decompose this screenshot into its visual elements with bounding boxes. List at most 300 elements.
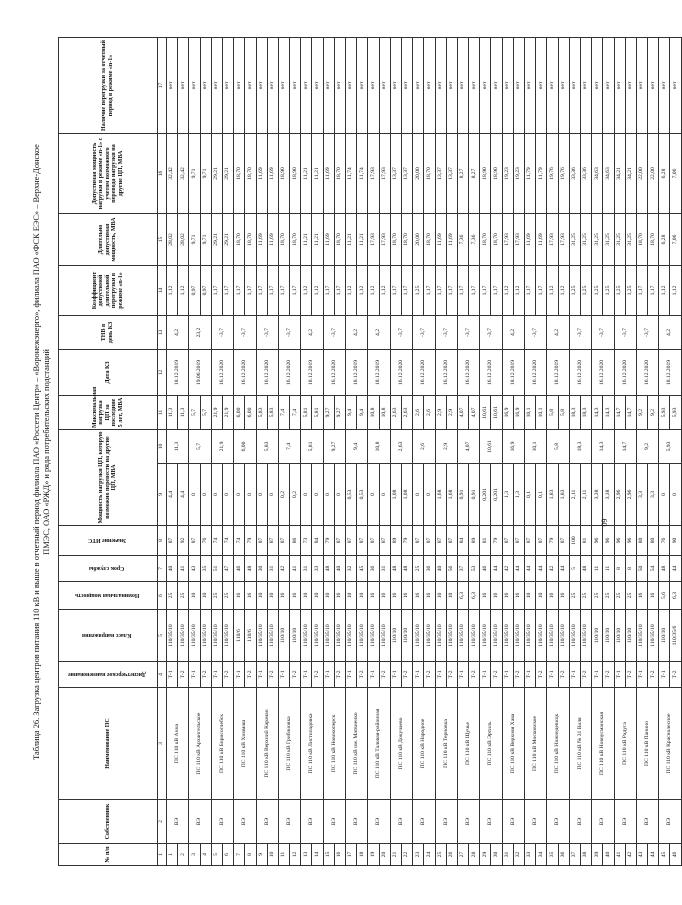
table-row xyxy=(368,38,379,866)
kz-date-cell: 16.12.2020 xyxy=(390,350,412,396)
table-row xyxy=(189,38,200,866)
overload-coef-cell: 1,25 xyxy=(614,266,625,316)
its-cell: 87 xyxy=(536,526,547,556)
allowed-transfer-power-cell: 22,00 xyxy=(648,134,659,214)
max-load-cell: 5,93 xyxy=(659,396,670,430)
nominal-power-cell: 25 xyxy=(592,582,603,610)
substation-name: ПС 110 кВ Таловая-районная xyxy=(368,688,390,800)
allowed-power-cell: 18,70 xyxy=(648,214,659,266)
its-cell: 89 xyxy=(469,526,480,556)
its-cell: 74 xyxy=(222,526,233,556)
allowed-power-cell: 11,69 xyxy=(267,214,278,266)
overload-flag-cell: нет xyxy=(636,38,647,134)
its-cell: 87 xyxy=(379,526,390,556)
max-load-cell: 11,3 xyxy=(167,396,178,430)
allowed-power-cell: 11,69 xyxy=(435,214,446,266)
table-row xyxy=(234,38,245,866)
nominal-power-cell: 25 xyxy=(569,582,580,610)
voltage-cell: 110/35/10 xyxy=(413,610,424,662)
nominal-power-cell: 16 xyxy=(390,582,401,610)
allowed-power-cell: 11,21 xyxy=(357,214,368,266)
overload-flag-cell: нет xyxy=(334,38,345,134)
allowed-power-cell: 18,70 xyxy=(491,214,502,266)
table-row xyxy=(457,38,468,866)
allowed-power-cell: 20,00 xyxy=(413,214,424,266)
service-life-cell: 42 xyxy=(502,556,513,582)
kz-date-cell: 18.12.2019 xyxy=(346,350,368,396)
overload-coef-cell: 1,12 xyxy=(547,266,558,316)
max-load-cp-cell: 10,1 xyxy=(525,430,547,464)
row-number: 44 xyxy=(648,844,659,866)
max-load-cell: 10,1 xyxy=(525,396,536,430)
row-number: 27 xyxy=(457,844,468,866)
substation-name: ПС 110 кВ им. Матвиенко xyxy=(346,688,368,800)
allowed-power-cell: 29,21 xyxy=(211,214,222,266)
allowed-power-cell: 11,69 xyxy=(536,214,547,266)
kz-date-cell: 16.12.2020 xyxy=(413,350,435,396)
owner-cell: ВЭ xyxy=(167,800,189,844)
max-load-cell: 18,3 xyxy=(580,396,591,430)
allowed-transfer-power-cell: 18,70 xyxy=(234,134,245,214)
column-number: 17 xyxy=(158,38,167,134)
overload-coef-cell: 1,17 xyxy=(278,266,289,316)
nominal-power-cell: 16 xyxy=(401,582,412,610)
nominal-power-cell: 6,3 xyxy=(457,582,468,610)
overload-coef-cell: 1,17 xyxy=(491,266,502,316)
nominal-power-cell: 5,6 xyxy=(659,582,670,610)
nominal-power-cell: 10 xyxy=(446,582,457,610)
overload-coef-cell: 0,97 xyxy=(189,266,200,316)
service-life-cell: 32 xyxy=(346,556,357,582)
tnv-cell: -3,7 xyxy=(636,316,658,350)
nominal-power-cell: 10 xyxy=(312,582,323,610)
nominal-power-cell: 25 xyxy=(580,582,591,610)
substation-name: ПС 110 кВ Нижнедевицк xyxy=(547,688,569,800)
overload-coef-cell: 1,17 xyxy=(457,266,468,316)
allowed-power-cell: 11,21 xyxy=(346,214,357,266)
substation-name: ПС 110 кВ Радуга xyxy=(614,688,636,800)
allowed-transfer-power-cell: 11,69 xyxy=(267,134,278,214)
tnv-cell: 4,2 xyxy=(346,316,368,350)
allowed-power-cell: 7,06 xyxy=(670,214,681,266)
transfer-load-cell: 1,08 xyxy=(401,464,412,526)
disp-name-cell: Т-1 xyxy=(636,662,647,688)
service-life-cell: 48 xyxy=(659,556,670,582)
overload-coef-cell: 1,17 xyxy=(648,266,659,316)
allowed-power-cell: 28,02 xyxy=(178,214,189,266)
row-number: 18 xyxy=(357,844,368,866)
its-cell: 89 xyxy=(390,526,401,556)
disp-name-cell: Т-1 xyxy=(301,662,312,688)
max-load-cell: 5,8 xyxy=(547,396,558,430)
overload-coef-cell: 0,97 xyxy=(200,266,211,316)
disp-name-cell: Т-1 xyxy=(569,662,580,688)
allowed-transfer-power-cell: 32,42 xyxy=(167,134,178,214)
row-number: 30 xyxy=(491,844,502,866)
overload-coef-cell: 1,17 xyxy=(222,266,233,316)
voltage-cell: 110/35/10 xyxy=(323,610,334,662)
transfer-load-cell: 0,201 xyxy=(491,464,502,526)
header-num: № п/п xyxy=(59,844,158,866)
disp-name-cell: Т-2 xyxy=(290,662,301,688)
allowed-power-cell: 31,25 xyxy=(625,214,636,266)
disp-name-cell: Т-1 xyxy=(346,662,357,688)
overload-flag-cell: нет xyxy=(457,38,468,134)
nominal-power-cell: 10 xyxy=(200,582,211,610)
tnv-cell: 23,2 xyxy=(189,316,211,350)
overload-flag-cell: нет xyxy=(659,38,670,134)
owner-cell: ВЭ xyxy=(346,800,368,844)
substation-name: ПС 110 кВ Терновка xyxy=(435,688,457,800)
header-tnv: ТНВ в день КЗ xyxy=(59,316,158,350)
transfer-load-cell: 0 xyxy=(211,464,222,526)
allowed-transfer-power-cell: 19,23 xyxy=(513,134,524,214)
tnv-cell: -3,7 xyxy=(614,316,636,350)
transfer-load-cell: 0 xyxy=(245,464,256,526)
its-cell: 96 xyxy=(625,526,636,556)
nominal-power-cell: 16 xyxy=(491,582,502,610)
table-row xyxy=(614,38,625,866)
voltage-cell: 110/35/10 xyxy=(312,610,323,662)
voltage-cell: 110/10 xyxy=(614,610,625,662)
service-life-cell: 51 xyxy=(211,556,222,582)
max-load-cp-cell: 16,9 xyxy=(502,430,524,464)
allowed-transfer-power-cell: 34,21 xyxy=(625,134,636,214)
overload-coef-cell: 1,17 xyxy=(245,266,256,316)
service-life-cell: 44 xyxy=(558,556,569,582)
row-number: 32 xyxy=(513,844,524,866)
overload-flag-cell: нет xyxy=(256,38,267,134)
allowed-transfer-power-cell: 18,70 xyxy=(424,134,435,214)
transfer-load-cell: 1,83 xyxy=(558,464,569,526)
max-load-cell: 6,00 xyxy=(245,396,256,430)
row-number: 34 xyxy=(536,844,547,866)
kz-date-cell: 16.12.2020 xyxy=(457,350,479,396)
overload-coef-cell: 1,25 xyxy=(625,266,636,316)
transfer-load-cell: 3,3 xyxy=(648,464,659,526)
disp-name-cell: Т-1 xyxy=(323,662,334,688)
nominal-power-cell: 16 xyxy=(234,582,245,610)
service-life-cell: 30 xyxy=(256,556,267,582)
max-load-cp-cell: 14,3 xyxy=(592,430,614,464)
disp-name-cell: Т-2 xyxy=(267,662,278,688)
nominal-power-cell: 10 xyxy=(256,582,267,610)
overload-flag-cell: нет xyxy=(267,38,278,134)
allowed-power-cell: 11,21 xyxy=(301,214,312,266)
its-cell: 87 xyxy=(435,526,446,556)
service-life-cell: 48 xyxy=(390,556,401,582)
kz-date-cell: 16.12.2020 xyxy=(435,350,457,396)
disp-name-cell: Т-2 xyxy=(580,662,591,688)
column-number: 14 xyxy=(158,266,167,316)
voltage-cell: 110/35/10 xyxy=(256,610,267,662)
overload-flag-cell: нет xyxy=(189,38,200,134)
overload-flag-cell: нет xyxy=(178,38,189,134)
overload-coef-cell: 1,12 xyxy=(502,266,513,316)
max-load-cell: 7,4 xyxy=(278,396,289,430)
voltage-cell: 110/35/6 xyxy=(670,610,681,662)
overload-coef-cell: 1,25 xyxy=(413,266,424,316)
voltage-cell: 110/35/10 xyxy=(547,610,558,662)
its-cell: 87 xyxy=(267,526,278,556)
voltage-cell: 110/35/10 xyxy=(424,610,435,662)
transfer-load-cell: 0 xyxy=(234,464,245,526)
transfer-load-cell: 0,1 xyxy=(525,464,536,526)
voltage-cell: 110/35/10 xyxy=(346,610,357,662)
service-life-cell: 44 xyxy=(491,556,502,582)
column-number: 13 xyxy=(158,316,167,350)
tnv-cell: -3,7 xyxy=(278,316,300,350)
overload-flag-cell: нет xyxy=(323,38,334,134)
column-number: 9 xyxy=(158,464,167,526)
disp-name-cell: Т-2 xyxy=(178,662,189,688)
transfer-load-cell: 3,3 xyxy=(636,464,647,526)
owner-cell: ВЭ xyxy=(234,800,256,844)
transfer-load-cell: 0 xyxy=(301,464,312,526)
table-row xyxy=(547,38,558,866)
kz-date-cell: 16.12.2020 xyxy=(569,350,591,396)
overload-flag-cell: нет xyxy=(469,38,480,134)
overload-coef-cell: 1,17 xyxy=(424,266,435,316)
transfer-load-cell: 1,08 xyxy=(390,464,401,526)
max-load-cell: 5,7 xyxy=(189,396,200,430)
service-life-cell: 46 xyxy=(480,556,491,582)
overload-flag-cell: нет xyxy=(390,38,401,134)
kz-date-cell: 18.12.2019 xyxy=(301,350,323,396)
transfer-load-cell: 0,1 xyxy=(536,464,547,526)
max-load-cell: 14,3 xyxy=(603,396,614,430)
its-cell: 87 xyxy=(413,526,424,556)
table-row xyxy=(413,38,424,866)
its-cell: 84 xyxy=(312,526,323,556)
overload-coef-cell: 1,12 xyxy=(167,266,178,316)
its-cell: 96 xyxy=(614,526,625,556)
max-load-cell: 21,9 xyxy=(222,396,233,430)
allowed-transfer-power-cell: 8,27 xyxy=(469,134,480,214)
disp-name-cell: Т-1 xyxy=(480,662,491,688)
table-row xyxy=(167,38,178,866)
voltage-cell: 110/10 xyxy=(603,610,614,662)
kz-date-cell: 18.12.2019 xyxy=(502,350,524,396)
disp-name-cell: Т-1 xyxy=(256,662,267,688)
nominal-power-cell: 6,3 xyxy=(670,582,681,610)
transfer-load-cell: 0 xyxy=(424,464,435,526)
tnv-cell: -3,7 xyxy=(323,316,345,350)
max-load-cp-cell: 11,3 xyxy=(167,430,189,464)
max-load-cp-cell: 7,4 xyxy=(278,430,300,464)
disp-name-cell: Т-2 xyxy=(469,662,480,688)
transfer-load-cell: 0,53 xyxy=(346,464,357,526)
overload-coef-cell: 1,17 xyxy=(323,266,334,316)
overload-flag-cell: нет xyxy=(312,38,323,134)
owner-cell: ВЭ xyxy=(390,800,412,844)
overload-flag-cell: нет xyxy=(290,38,301,134)
allowed-power-cell: 7,36 xyxy=(457,214,468,266)
its-cell: 76 xyxy=(659,526,670,556)
overload-coef-cell: 1,12 xyxy=(670,266,681,316)
transfer-load-cell: 0 xyxy=(334,464,345,526)
allowed-transfer-power-cell: 17,93 xyxy=(379,134,390,214)
allowed-transfer-power-cell: 13,37 xyxy=(435,134,446,214)
transfer-load-cell: 1,68 xyxy=(435,464,446,526)
owner-cell: ВЭ xyxy=(368,800,390,844)
row-number: 1 xyxy=(167,844,178,866)
overload-coef-cell: 1,17 xyxy=(536,266,547,316)
voltage-cell: 110/35/10 xyxy=(267,610,278,662)
kz-date-cell: 16.12.2020 xyxy=(525,350,547,396)
tnv-cell: -3,7 xyxy=(413,316,435,350)
voltage-cell: 110/35/10 xyxy=(648,610,659,662)
service-life-cell: 50 xyxy=(636,556,647,582)
substation-name: ПС 110 кВ Борисоглебск xyxy=(211,688,233,800)
allowed-transfer-power-cell: 33,36 xyxy=(580,134,591,214)
owner-cell: ВЭ xyxy=(547,800,569,844)
service-life-cell: 11 xyxy=(603,556,614,582)
max-load-cell: 5,83 xyxy=(256,396,267,430)
tnv-cell: -3,7 xyxy=(480,316,502,350)
overload-coef-cell: 1,17 xyxy=(334,266,345,316)
max-load-cell: 4,07 xyxy=(469,396,480,430)
nominal-power-cell: 16 xyxy=(648,582,659,610)
table-row xyxy=(525,38,536,866)
allowed-transfer-power-cell: 11,21 xyxy=(301,134,312,214)
column-number: 5 xyxy=(158,610,167,662)
row-number: 35 xyxy=(547,844,558,866)
voltage-cell: 110/10 xyxy=(659,610,670,662)
allowed-transfer-power-cell: 13,37 xyxy=(390,134,401,214)
allowed-power-cell: 11,69 xyxy=(323,214,334,266)
kz-date-cell: 16.12.2020 xyxy=(234,350,256,396)
service-life-cell: 31 xyxy=(379,556,390,582)
nominal-power-cell: 10 xyxy=(323,582,334,610)
allowed-power-cell: 31,25 xyxy=(614,214,625,266)
allowed-transfer-power-cell: 29,21 xyxy=(211,134,222,214)
voltage-cell: 110/35/10 xyxy=(435,610,446,662)
row-number: 15 xyxy=(323,844,334,866)
max-load-cell: 14,7 xyxy=(625,396,636,430)
owner-cell: ВЭ xyxy=(636,800,658,844)
kz-date-cell: 16.12.2020 xyxy=(323,350,345,396)
transfer-load-cell: 0 xyxy=(222,464,233,526)
max-load-cell: 10,8 xyxy=(368,396,379,430)
its-cell: 74 xyxy=(234,526,245,556)
service-life-cell: 25 xyxy=(413,556,424,582)
disp-name-cell: Т-2 xyxy=(357,662,368,688)
disp-name-cell: Т-1 xyxy=(659,662,670,688)
allowed-power-cell: 11,69 xyxy=(256,214,267,266)
allowed-power-cell: 11,69 xyxy=(525,214,536,266)
nominal-power-cell: 25 xyxy=(211,582,222,610)
table-row xyxy=(435,38,446,866)
substation-name: ПС 110 кВ Анна xyxy=(167,688,189,800)
kz-date-cell: 16.12.2020 xyxy=(278,350,300,396)
overload-coef-cell: 1,17 xyxy=(211,266,222,316)
max-load-cp-cell: 9,2 xyxy=(636,430,658,464)
nominal-power-cell: 16 xyxy=(379,582,390,610)
transfer-load-cell: 4,4 xyxy=(167,464,178,526)
owner-cell: ВЭ xyxy=(256,800,278,844)
table-title xyxy=(32,32,54,872)
disp-name-cell: Т-1 xyxy=(211,662,222,688)
voltage-cell: 110/6 xyxy=(234,610,245,662)
service-life-cell: 42 xyxy=(547,556,558,582)
overload-coef-cell: 1,12 xyxy=(368,266,379,316)
allowed-power-cell: 7,36 xyxy=(469,214,480,266)
its-cell: 79 xyxy=(323,526,334,556)
its-cell: 87 xyxy=(278,526,289,556)
header-owner: Собственник xyxy=(59,800,158,844)
nominal-power-cell: 16 xyxy=(278,582,289,610)
max-load-cell: 5,8 xyxy=(558,396,569,430)
overload-coef-cell: 1,12 xyxy=(379,266,390,316)
overload-flag-cell: нет xyxy=(211,38,222,134)
overload-coef-cell: 1,12 xyxy=(513,266,524,316)
row-number: 6 xyxy=(222,844,233,866)
row-number: 12 xyxy=(290,844,301,866)
max-load-cell: 5,81 xyxy=(301,396,312,430)
tnv-cell: 4,2 xyxy=(301,316,323,350)
disp-name-cell: Т-1 xyxy=(547,662,558,688)
overload-coef-cell: 1,25 xyxy=(603,266,614,316)
transfer-load-cell: 1,3 xyxy=(513,464,524,526)
row-number: 4 xyxy=(200,844,211,866)
kz-date-cell: 16.12.2020 xyxy=(211,350,233,396)
service-life-cell: 54 xyxy=(648,556,659,582)
row-number: 26 xyxy=(446,844,457,866)
column-number: 12 xyxy=(158,350,167,396)
voltage-cell: 110/6 xyxy=(245,610,256,662)
nominal-power-cell: 25 xyxy=(222,582,233,610)
disp-name-cell: Т-2 xyxy=(312,662,323,688)
tnv-cell: -3,7 xyxy=(569,316,591,350)
header-kz-date: Дата КЗ xyxy=(59,350,158,396)
table-row xyxy=(256,38,267,866)
allowed-transfer-power-cell: 19,76 xyxy=(547,134,558,214)
allowed-power-cell: 18,70 xyxy=(480,214,491,266)
disp-name-cell: Т-2 xyxy=(558,662,569,688)
its-cell: 87 xyxy=(525,526,536,556)
voltage-cell: 110/35/10 xyxy=(211,610,222,662)
allowed-transfer-power-cell: 17,93 xyxy=(368,134,379,214)
max-load-cell: 5,93 xyxy=(670,396,681,430)
tnv-cell: -3,7 xyxy=(592,316,614,350)
max-load-cell: 21,9 xyxy=(211,396,222,430)
allowed-transfer-power-cell: 34,21 xyxy=(614,134,625,214)
transfer-load-cell: 0 xyxy=(413,464,424,526)
disp-name-cell: Т-1 xyxy=(502,662,513,688)
service-life-cell: 31 xyxy=(267,556,278,582)
service-life-cell: 11 xyxy=(592,556,603,582)
header-service: Срок службы xyxy=(59,556,158,582)
max-load-cp-cell: 4,07 xyxy=(457,430,479,464)
transfer-load-cell: 0,91 xyxy=(457,464,468,526)
allowed-power-cell: 9,71 xyxy=(200,214,211,266)
kz-date-cell: 16.12.2020 xyxy=(256,350,278,396)
header-voltage: Класс напряжения xyxy=(59,610,158,662)
max-load-cp-cell: 2,6 xyxy=(413,430,435,464)
table-body xyxy=(167,38,682,866)
table-row xyxy=(390,38,401,866)
title-line-1: Таблица 26. Загрузка центров питания 110 кВ и выше в отчетный период филиала ПАО «Россети Центр» – «Воронежэнерго», филиала ПАО «ФСК ЕЭС» – Верхне-Донское xyxy=(32,144,41,760)
max-load-cell: 9,27 xyxy=(323,396,334,430)
nominal-power-cell: 10 xyxy=(267,582,278,610)
transfer-load-cell: 0 xyxy=(312,464,323,526)
substation-name: ПС 110 кВ Новохоперск xyxy=(323,688,345,800)
transfer-load-cell: 0,201 xyxy=(480,464,491,526)
voltage-cell: 110/10 xyxy=(390,610,401,662)
voltage-cell: 110/10 xyxy=(625,610,636,662)
its-cell: 80 xyxy=(648,526,659,556)
